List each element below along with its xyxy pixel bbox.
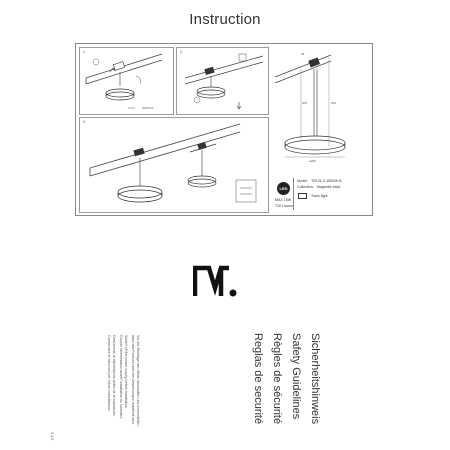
page-title: Instruction	[189, 11, 261, 28]
safety-note-5: Desconecte la alimentación antes de la instalación.	[112, 335, 116, 417]
step-1-number: 1.	[83, 50, 86, 54]
specs-panel	[271, 174, 369, 213]
collection-value: Magnetic track	[317, 185, 341, 189]
track-light-label: Track light	[311, 194, 328, 198]
step-2-panel	[176, 47, 269, 115]
dimensions-panel	[271, 47, 369, 175]
safety-heading-de: Sicherheitshinweis	[309, 333, 321, 425]
brand-logo	[193, 262, 239, 300]
dim-diameter: ø305	[309, 159, 316, 163]
step-2-illustration	[177, 48, 268, 114]
dim-height-a: 305	[302, 101, 308, 105]
step-1-install-note: INSTALL	[142, 106, 154, 110]
safety-heading-es: Reglas de securité	[252, 333, 264, 425]
safety-note-4: Couper l'alimentation avant l'installation du luminaire.	[119, 335, 123, 420]
version-label: V 1.0	[50, 432, 54, 441]
collection-label: Collection:	[297, 185, 314, 189]
instruction-diagram-frame	[75, 43, 373, 216]
step-1-panel	[79, 47, 174, 115]
specs-divider	[293, 178, 294, 210]
track-light-icon	[298, 193, 307, 199]
step-3-illustration	[80, 118, 268, 212]
max-power: MAX 15W	[275, 198, 292, 202]
safety-note-2: dass das Produkt nach den Anweisungen installiert wird.	[131, 335, 135, 425]
model-label: Model:	[297, 179, 308, 183]
safety-heading-en: Safety Guidelines	[290, 333, 302, 420]
dimension-drawing	[271, 47, 369, 175]
model-value: TR131-2-15W3K-B	[311, 179, 342, 183]
step-1-illustration	[80, 48, 173, 114]
step-3-number: 3.	[83, 120, 86, 124]
safety-note-3: Switch off the power supply before installation.	[124, 335, 128, 409]
safety-note-1: Vor der Montage den Strom abschalten und sicherstellen,	[136, 335, 140, 427]
lumen-value: 710 Lumen	[275, 204, 293, 208]
safety-heading-fr: Règles de sécurité	[271, 333, 283, 425]
dim-width-top: 35	[301, 52, 305, 56]
step-2-number: 2.	[180, 50, 183, 54]
step-3-panel	[79, 117, 269, 213]
led-badge: LED	[277, 182, 290, 195]
safety-note-6: Conservare le istruzioni per future consultazioni.	[107, 335, 111, 412]
dim-height-b: 364	[331, 101, 337, 105]
